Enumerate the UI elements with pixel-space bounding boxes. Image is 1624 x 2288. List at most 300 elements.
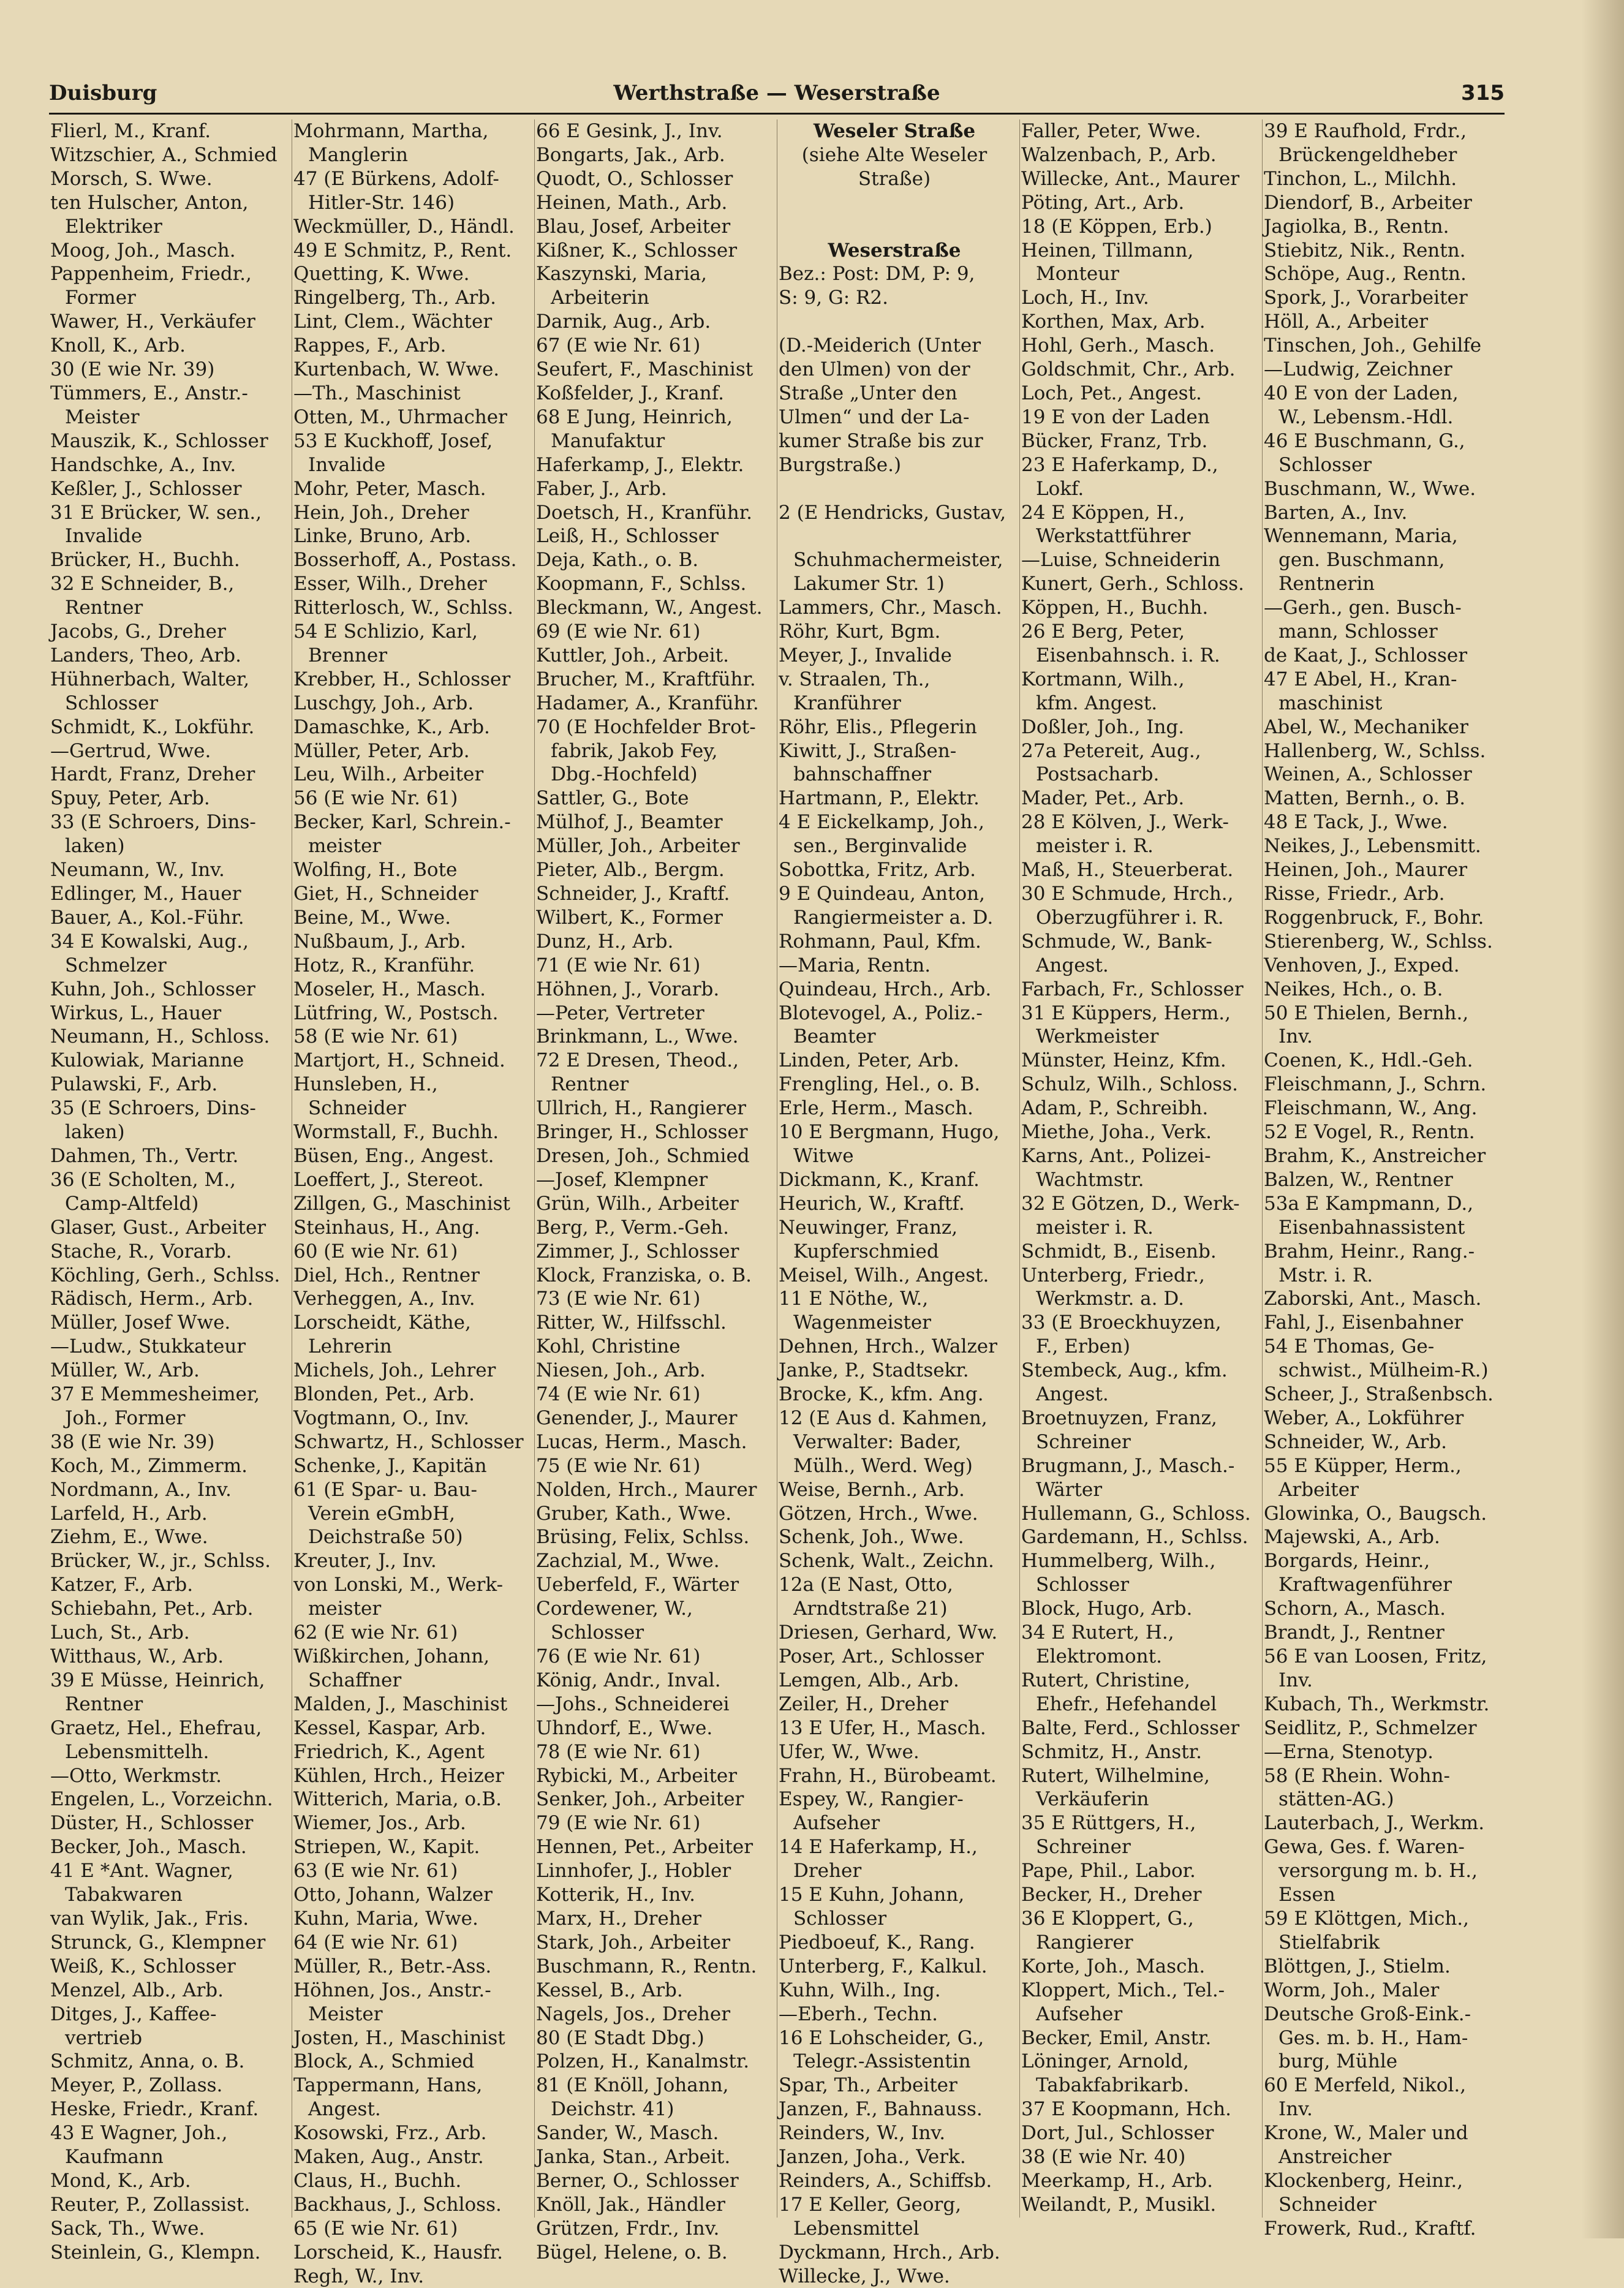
directory-entry: Dresen, Joh., Schmied bbox=[536, 1144, 750, 1167]
directory-entry: Fleischmann, W., Ang. bbox=[1264, 1097, 1478, 1120]
directory-entry: 31 E Brücker, W. sen., bbox=[50, 501, 262, 524]
directory-entry: 54 E Schlizio, Karl, bbox=[293, 621, 478, 643]
directory-entry: 34 E Kowalski, Aug., bbox=[50, 930, 249, 953]
directory-entry: Mohr, Peter, Masch. bbox=[293, 477, 486, 500]
directory-entry: Bosserhoff, A., Postass. bbox=[293, 549, 517, 572]
directory-entry: Brahm, K., Anstreicher bbox=[1264, 1144, 1486, 1167]
directory-entry: Krebber, H., Schlosser bbox=[293, 668, 511, 690]
directory-entry: Weilandt, P., Musikl. bbox=[1021, 2193, 1217, 2216]
directory-entry: Lorscheidt, Käthe, bbox=[293, 1312, 471, 1334]
directory-entry: Zeiler, H., Dreher bbox=[779, 1693, 948, 1715]
directory-entry: Rybicki, M., Arbeiter bbox=[536, 1764, 738, 1787]
directory-entry: Kühlen, Hrch., Heizer bbox=[293, 1764, 504, 1787]
directory-entry: Inv. bbox=[1278, 1025, 1313, 1048]
directory-entry: Wolfing, H., Bote bbox=[293, 859, 458, 882]
directory-entry: 70 (E Hochfelder Brot- bbox=[536, 715, 756, 738]
directory-entry: Lorscheid, K., Hausfr. bbox=[293, 2241, 503, 2263]
directory-entry: Meisel, Wilh., Angest. bbox=[779, 1264, 989, 1286]
directory-entry: —Ludw., Stukkateur bbox=[50, 1335, 246, 1358]
directory-entry: kumer Straße bis zur bbox=[779, 429, 983, 452]
directory-entry: Sobottka, Fritz, Arb. bbox=[779, 859, 976, 882]
directory-entry: Meyer, J., Invalide bbox=[779, 644, 952, 666]
directory-entry: Balzen, W., Rentner bbox=[1264, 1168, 1453, 1191]
directory-entry: Niesen, Joh., Arb. bbox=[536, 1359, 706, 1382]
directory-entry: Piedboeuf, K., Rang. bbox=[779, 1931, 975, 1954]
directory-entry: Invalide bbox=[308, 453, 386, 476]
directory-entry: Handschke, A., Inv. bbox=[50, 453, 236, 476]
directory-entry: 79 (E wie Nr. 61) bbox=[536, 1812, 701, 1835]
directory-entry: Arbeiter bbox=[1278, 1478, 1359, 1501]
directory-entry: Höhnen, J., Vorarb. bbox=[536, 978, 720, 1000]
directory-entry: 56 (E wie Nr. 61) bbox=[293, 787, 458, 810]
directory-entry: 19 E von der Laden bbox=[1021, 406, 1210, 428]
directory-entry: Arndtstraße 21) bbox=[793, 1598, 948, 1620]
directory-entry: Backhaus, J., Schloss. bbox=[293, 2193, 502, 2216]
directory-entry: Diel, Hch., Rentner bbox=[293, 1264, 480, 1286]
directory-entry: —Ludwig, Zeichner bbox=[1264, 358, 1452, 381]
directory-entry: Brückengeldheber bbox=[1278, 143, 1457, 166]
directory-entry: Wärter bbox=[1036, 1478, 1103, 1501]
directory-entry: Loch, Pet., Angest. bbox=[1021, 382, 1202, 404]
directory-entry: 68 E Jung, Heinrich, bbox=[536, 406, 733, 428]
directory-entry: Müller, W., Arb. bbox=[50, 1359, 200, 1382]
directory-entry: Weise, Bernh., Arb. bbox=[779, 1478, 965, 1501]
directory-entry: Brocke, K., kfm. Ang. bbox=[779, 1383, 984, 1406]
directory-entry: sen., Berginvalide bbox=[793, 835, 967, 858]
directory-entry: Weckmüller, D., Händl. bbox=[293, 215, 515, 238]
directory-entry: Wennemann, Maria, bbox=[1264, 525, 1458, 548]
directory-entry: Schorn, A., Masch. bbox=[1264, 1598, 1446, 1620]
directory-entry: Poser, Art., Schlosser bbox=[779, 1645, 984, 1667]
directory-entry: Weber, A., Lokführer bbox=[1264, 1406, 1464, 1429]
directory-entry: Gruber, Kath., Wwe. bbox=[536, 1502, 732, 1525]
directory-entry: Bez.: Post: DM, P: 9, bbox=[779, 263, 975, 285]
directory-entry: meister bbox=[308, 1598, 382, 1620]
directory-entry bbox=[777, 524, 1010, 548]
directory-entry: Regh, W., Inv. bbox=[293, 2265, 425, 2287]
directory-entry: Aufseher bbox=[1036, 2003, 1123, 2025]
directory-entry: Hunsleben, H., bbox=[293, 1073, 438, 1096]
directory-entry: Hitler-Str. 146) bbox=[308, 191, 455, 214]
directory-entry: Luch, St., Arb. bbox=[50, 1622, 190, 1644]
directory-entry: Elektriker bbox=[65, 215, 162, 238]
directory-entry: Wagenmeister bbox=[793, 1312, 931, 1334]
directory-entry: 17 E Keller, Georg, bbox=[779, 2193, 962, 2216]
directory-entry: Brenner bbox=[308, 644, 388, 666]
directory-entry: Leu, Wilh., Arbeiter bbox=[293, 763, 484, 786]
directory-entry: Driesen, Gerhard, Ww. bbox=[779, 1622, 998, 1644]
directory-entry: Brücker, H., Buchh. bbox=[50, 549, 240, 572]
directory-entry bbox=[777, 310, 1010, 334]
directory-entry: Kißner, K., Schlosser bbox=[536, 239, 738, 262]
directory-entry: 9 E Quindeau, Anton, bbox=[779, 883, 985, 905]
directory-entry: Zachzial, M., Wwe. bbox=[536, 1550, 720, 1573]
directory-entry: Lucas, Herm., Masch. bbox=[536, 1430, 747, 1453]
directory-entry: 38 (E wie Nr. 39) bbox=[50, 1430, 215, 1453]
directory-entry: Hartmann, P., Elektr. bbox=[779, 787, 980, 810]
directory-entry: Postsacharb. bbox=[1036, 763, 1160, 786]
directory-entry: Verein eGmbH, bbox=[308, 1502, 456, 1525]
directory-entry: Uhndorf, E., Wwe. bbox=[536, 1716, 713, 1739]
directory-entry: Linnhofer, J., Hobler bbox=[536, 1860, 731, 1882]
directory-entry: 33 (E Broeckhuyzen, bbox=[1021, 1312, 1222, 1334]
directory-entry: —Peter, Vertreter bbox=[536, 1002, 704, 1024]
directory-entry: Abel, W., Mechaniker bbox=[1264, 715, 1468, 738]
directory-entry: 11 E Nöthe, W., bbox=[779, 1288, 929, 1310]
directory-entry: Inv. bbox=[1278, 1669, 1313, 1691]
directory-entry: Wiemer, Jos., Arb. bbox=[293, 1812, 466, 1835]
directory-entry: Straße) bbox=[858, 167, 931, 190]
directory-entry: Wormstall, F., Buchh. bbox=[293, 1121, 499, 1144]
directory-entry: Zaborski, Ant., Masch. bbox=[1264, 1288, 1482, 1310]
directory-entry: Schmude, W., Bank- bbox=[1021, 930, 1212, 953]
directory-entry: Rentner bbox=[65, 597, 143, 619]
running-head-streets: Werthstraße — Weserstraße bbox=[613, 81, 940, 105]
directory-entry: maschinist bbox=[1278, 692, 1383, 714]
directory-entry: Neikes, Hch., o. B. bbox=[1264, 978, 1443, 1000]
directory-entry: Witwe bbox=[793, 1144, 854, 1167]
directory-entry: 53a E Kampmann, D., bbox=[1264, 1192, 1474, 1215]
directory-entry: Neumann, H., Schloss. bbox=[50, 1025, 270, 1048]
directory-entry: Janka, Stan., Arbeit. bbox=[536, 2146, 731, 2169]
directory-entry: Hühnerbach, Walter, bbox=[50, 668, 250, 690]
directory-entry: Tappermann, Hans, bbox=[293, 2074, 483, 2097]
directory-entry: Ritter, W., Hilfsschl. bbox=[536, 1312, 727, 1334]
directory-entry: Barten, A., Inv. bbox=[1264, 501, 1408, 524]
directory-entry: Korthen, Max, Arb. bbox=[1021, 311, 1206, 333]
directory-entry: Striepen, W., Kapit. bbox=[293, 1836, 480, 1859]
directory-entry: Glaser, Gust., Arbeiter bbox=[50, 1216, 266, 1239]
directory-entry: Neumann, W., Inv. bbox=[50, 859, 225, 882]
directory-entry: Former bbox=[65, 287, 136, 309]
directory-entry: Höll, A., Arbeiter bbox=[1264, 311, 1429, 333]
column-4 bbox=[777, 119, 1010, 2287]
directory-entry: 49 E Schmitz, P., Rent. bbox=[293, 239, 512, 262]
directory-entry: Quetting, K. Wwe. bbox=[293, 263, 470, 285]
directory-entry: 66 E Gesink, J., Inv. bbox=[536, 120, 723, 142]
directory-entry: Dyckmann, Hrch., Arb. bbox=[779, 2241, 1000, 2263]
directory-entry: Stembeck, Aug., kfm. bbox=[1021, 1359, 1228, 1382]
directory-entry: 75 (E wie Nr. 61) bbox=[536, 1454, 701, 1477]
directory-entry: Eisenbahnassistent bbox=[1278, 1216, 1465, 1239]
directory-entry: Tabakwaren bbox=[65, 1884, 183, 1906]
directory-entry: Schlosser bbox=[1036, 1574, 1130, 1596]
directory-entry: Tinschen, Joh., Gehilfe bbox=[1264, 334, 1482, 357]
directory-entry: Dickmann, K., Kranf. bbox=[779, 1168, 980, 1191]
directory-entry: Witzschier, A., Schmied bbox=[50, 143, 278, 166]
directory-entry: Krone, W., Maler und bbox=[1264, 2122, 1468, 2145]
directory-entry: Coenen, K., Hdl.-Geh. bbox=[1264, 1049, 1473, 1072]
directory-entry: v. Straalen, Th., bbox=[779, 668, 931, 690]
directory-entry: Janzen, Joha., Verk. bbox=[779, 2146, 966, 2169]
directory-entry: burg, Mühle bbox=[1278, 2050, 1398, 2073]
directory-entry: Jagiolka, B., Rentn. bbox=[1264, 215, 1449, 238]
directory-entry: Gewa, Ges. f. Waren- bbox=[1264, 1836, 1465, 1859]
directory-entry: Schneider bbox=[308, 1097, 406, 1120]
directory-entry: Werkmeister bbox=[1036, 1025, 1159, 1048]
directory-entry: Zillgen, G., Maschinist bbox=[293, 1192, 510, 1215]
directory-entry: de Kaat, J., Schlosser bbox=[1264, 644, 1468, 666]
directory-entry: 27a Petereit, Aug., bbox=[1021, 739, 1201, 762]
directory-entry: Schöpe, Aug., Rentn. bbox=[1264, 263, 1467, 285]
directory-entry: 46 E Buschmann, G., bbox=[1264, 429, 1465, 452]
directory-entry: Borgards, Heinr., bbox=[1264, 1550, 1430, 1573]
directory-entry: 35 E Rüttgers, H., bbox=[1021, 1812, 1196, 1835]
directory-entry: —Eberh., Techn. bbox=[779, 2003, 938, 2025]
directory-entry: —Th., Maschinist bbox=[293, 382, 461, 404]
directory-entry: —Luise, Schneiderin bbox=[1021, 549, 1221, 572]
directory-entry: Münster, Heinz, Kfm. bbox=[1021, 1049, 1226, 1072]
directory-entry: Jacobs, G., Dreher bbox=[50, 621, 226, 643]
directory-entry: Rutert, Wilhelmine, bbox=[1021, 1764, 1210, 1787]
directory-entry: bahnschaffner bbox=[793, 763, 932, 786]
directory-entry: meister bbox=[308, 835, 382, 858]
directory-entry: 56 E van Loosen, Fritz, bbox=[1264, 1645, 1487, 1667]
directory-entry: Kortmann, Wilh., bbox=[1021, 668, 1185, 690]
directory-entry: 30 E Schmude, Hrch., bbox=[1021, 883, 1234, 905]
directory-entry: Ufer, W., Wwe. bbox=[779, 1740, 920, 1763]
directory-entry: Seidlitz, P., Schmelzer bbox=[1264, 1716, 1477, 1739]
directory-entry: Schlosser bbox=[793, 1907, 887, 1930]
directory-entry: Zimmer, J., Schlosser bbox=[536, 1240, 739, 1263]
directory-entry: Marx, H., Dreher bbox=[536, 1907, 701, 1930]
directory-entry: Miethe, Joha., Verk. bbox=[1021, 1121, 1212, 1144]
directory-entry: Stielfabrik bbox=[1278, 1931, 1380, 1954]
directory-entry: 53 E Kuckhoff, Josef, bbox=[293, 429, 493, 452]
directory-entry: Glowinka, O., Baugsch. bbox=[1264, 1502, 1487, 1525]
directory-entry: 73 (E wie Nr. 61) bbox=[536, 1288, 701, 1310]
directory-entry: fabrik, Jakob Fey, bbox=[551, 739, 718, 762]
directory-entry: Luschgy, Joh., Arb. bbox=[293, 692, 474, 714]
directory-entry: Schenk, Walt., Zeichn. bbox=[779, 1550, 994, 1573]
directory-entry: Buschmann, W., Wwe. bbox=[1264, 477, 1476, 500]
directory-entry: Wirkus, L., Hauer bbox=[50, 1002, 222, 1024]
directory-entry: Beine, M., Wwe. bbox=[293, 906, 451, 929]
directory-entry: Lauterbach, J., Werkm. bbox=[1264, 1812, 1485, 1835]
directory-entry: Kupferschmied bbox=[793, 1240, 939, 1263]
directory-entry: 33 (E Schroers, Dins- bbox=[50, 811, 256, 834]
directory-entry: Kessel, B., Arb. bbox=[536, 1979, 683, 2001]
directory-entry: Telegr.-Assistentin bbox=[793, 2050, 971, 2073]
directory-entry: Venhoven, J., Exped. bbox=[1264, 954, 1460, 976]
directory-entry: 26 E Berg, Peter, bbox=[1021, 621, 1185, 643]
directory-entry: 81 (E Knöll, Johann, bbox=[536, 2074, 729, 2097]
directory-entry: Kubach, Th., Werkmstr. bbox=[1264, 1693, 1490, 1715]
directory-entry: —Josef, Klempner bbox=[536, 1168, 708, 1191]
directory-entry: Hein, Joh., Dreher bbox=[293, 501, 469, 524]
directory-entry: 36 (E Scholten, M., bbox=[50, 1168, 236, 1191]
directory-entry: Reuter, P., Zollassist. bbox=[50, 2193, 251, 2216]
directory-entry: Schenk, Joh., Wwe. bbox=[779, 1526, 964, 1549]
directory-entry: —Maria, Rentn. bbox=[779, 954, 931, 976]
directory-entry: Klock, Franziska, o. B. bbox=[536, 1264, 752, 1286]
directory-entry: 48 E Tack, J., Wwe. bbox=[1264, 811, 1448, 834]
directory-entry: Heinen, Joh., Maurer bbox=[1264, 859, 1468, 882]
directory-entry: Deichstraße 50) bbox=[308, 1526, 463, 1549]
directory-entry: Neuwinger, Franz, bbox=[779, 1216, 958, 1239]
directory-entry: 24 E Köppen, H., bbox=[1021, 501, 1185, 524]
directory-entry: Seufert, F., Maschinist bbox=[536, 358, 753, 381]
directory-entry: 58 (E wie Nr. 61) bbox=[293, 1025, 458, 1048]
directory-entry: 64 (E wie Nr. 61) bbox=[293, 1931, 458, 1954]
directory-entry: Werkmstr. a. D. bbox=[1036, 1288, 1184, 1310]
directory-entry: Roggenbruck, F., Bohr. bbox=[1264, 906, 1484, 929]
directory-entry: Nußbaum, J., Arb. bbox=[293, 930, 466, 953]
directory-entry: Kreuter, J., Inv. bbox=[293, 1550, 437, 1573]
directory-entry: Matten, Bernh., o. B. bbox=[1264, 787, 1466, 810]
directory-entry: Katzer, F., Arb. bbox=[50, 1574, 194, 1596]
directory-entry: Janke, P., Stadtsekr. bbox=[779, 1359, 969, 1382]
directory-entry: Pulawski, F., Arb. bbox=[50, 1073, 218, 1096]
directory-entry: Rangiermeister a. D. bbox=[793, 906, 994, 929]
directory-entry: Bügel, Helene, o. B. bbox=[536, 2241, 728, 2263]
directory-entry: Schmelzer bbox=[65, 954, 167, 976]
directory-entry: (siehe Alte Weseler bbox=[801, 143, 988, 166]
directory-entry: Witterich, Maria, o.B. bbox=[293, 1788, 502, 1811]
directory-entry: Heinen, Math., Arb. bbox=[536, 191, 728, 214]
directory-entry: Schiebahn, Pet., Arb. bbox=[50, 1598, 254, 1620]
directory-entry: Frowerk, Rud., Kraftf. bbox=[1264, 2217, 1476, 2240]
directory-entry: 41 E *Ant. Wagner, bbox=[50, 1860, 233, 1882]
directory-entry: Verheggen, A., Inv. bbox=[293, 1288, 475, 1310]
directory-entry: Brandt, J., Rentner bbox=[1264, 1622, 1445, 1644]
directory-entry: Willecke, J., Wwe. bbox=[779, 2265, 950, 2287]
directory-entry: Invalide bbox=[65, 525, 143, 548]
directory-entry: Mstr. i. R. bbox=[1278, 1264, 1373, 1286]
directory-entry: Spuy, Peter, Arb. bbox=[50, 787, 210, 810]
directory-entry: Oberzugführer i. R. bbox=[1036, 906, 1224, 929]
directory-entry: Dunz, H., Arb. bbox=[536, 930, 674, 953]
directory-entry: Moseler, H., Masch. bbox=[293, 978, 486, 1000]
directory-entry: Unterberg, F., Kalkul. bbox=[779, 1955, 988, 1977]
directory-entry: Goldschmit, Chr., Arb. bbox=[1021, 358, 1236, 381]
directory-entry: Frengling, Hel., o. B. bbox=[779, 1073, 981, 1096]
directory-entry: Rentnerin bbox=[1278, 573, 1375, 595]
directory-entry: 14 E Haferkamp, H., bbox=[779, 1836, 978, 1859]
directory-entry: Rohmann, Paul, Kfm. bbox=[779, 930, 981, 953]
directory-entry: 54 E Thomas, Ge- bbox=[1264, 1335, 1435, 1358]
directory-entry: vertrieb bbox=[65, 2026, 143, 2049]
directory-entry: van Wylik, Jak., Fris. bbox=[50, 1907, 249, 1930]
directory-entry: Morsch, S. Wwe. bbox=[50, 167, 213, 190]
directory-entry: Bringer, H., Schlosser bbox=[536, 1121, 748, 1144]
directory-entry: meister i. R. bbox=[1036, 1216, 1154, 1239]
directory-entry: Vogtmann, O., Inv. bbox=[293, 1406, 470, 1429]
page-header bbox=[49, 81, 1505, 115]
directory-entry: Höhnen, Jos., Anstr.- bbox=[293, 1979, 491, 2001]
directory-entry: Spork, J., Vorarbeiter bbox=[1264, 287, 1468, 309]
directory-entry: 61 (E Spar- u. Bau- bbox=[293, 1478, 477, 1501]
directory-entry: Bleckmann, W., Angest. bbox=[536, 597, 763, 619]
directory-entry: Larfeld, H., Arb. bbox=[50, 1502, 208, 1525]
directory-entry: Dbg.-Hochfeld) bbox=[551, 763, 698, 786]
directory-entry: Brahm, Heinr., Rang.- bbox=[1264, 1240, 1475, 1263]
directory-entry: Hummelberg, Wilh., bbox=[1021, 1550, 1216, 1573]
directory-entry bbox=[777, 191, 1010, 215]
directory-entry: Senker, Joh., Arbeiter bbox=[536, 1788, 744, 1811]
directory-entry: Reinders, W., Inv. bbox=[779, 2122, 946, 2145]
page-number: 315 bbox=[1461, 81, 1505, 105]
directory-entry: Kessel, Kaspar, Arb. bbox=[293, 1716, 486, 1739]
directory-entry: Scheer, J., Straßenbsch. bbox=[1264, 1383, 1494, 1406]
directory-entry: Otten, M., Uhrmacher bbox=[293, 406, 507, 428]
directory-entry: W., Lebensm.-Hdl. bbox=[1278, 406, 1454, 428]
directory-entry: Lokf. bbox=[1036, 477, 1084, 500]
directory-entry: Kulowiak, Marianne bbox=[50, 1049, 244, 1072]
directory-entry: Rentner bbox=[65, 1693, 143, 1715]
directory-entry: Rentner bbox=[551, 1073, 629, 1096]
directory-entry: Kuttler, Joh., Arbeit. bbox=[536, 644, 729, 666]
directory-entry: von Lonski, M., Werk- bbox=[293, 1574, 504, 1596]
directory-entry: 12 (E Aus d. Kahmen, bbox=[779, 1406, 988, 1429]
column-2 bbox=[292, 119, 525, 2287]
directory-entry: Meister bbox=[65, 406, 140, 428]
directory-entry: Nolden, Hrch., Maurer bbox=[536, 1478, 757, 1501]
directory-entry: Grün, Wilh., Arbeiter bbox=[536, 1192, 739, 1215]
directory-entry: Stark, Joh., Arbeiter bbox=[536, 1931, 731, 1954]
directory-entry: Heske, Friedr., Kranf. bbox=[50, 2098, 259, 2121]
directory-entry: Meyer, P., Zollass. bbox=[50, 2074, 223, 2097]
directory-entry: Knöll, Jak., Händler bbox=[536, 2193, 725, 2216]
directory-entry: 47 (E Bürkens, Adolf- bbox=[293, 167, 499, 190]
directory-entry: Wilbert, K., Former bbox=[536, 906, 723, 929]
directory-entry: F., Erben) bbox=[1036, 1335, 1130, 1358]
directory-entry: Faller, Peter, Wwe. bbox=[1021, 120, 1201, 142]
directory-entry: Deichstr. 41) bbox=[551, 2098, 674, 2121]
directory-entry: 62 (E wie Nr. 61) bbox=[293, 1622, 458, 1644]
directory-entry: ten Hulscher, Anton, bbox=[50, 191, 249, 214]
directory-entry: Stiebitz, Nik., Rentn. bbox=[1264, 239, 1466, 262]
directory-entry: 30 (E wie Nr. 39) bbox=[50, 358, 215, 381]
directory-entry: Steinhaus, H., Ang. bbox=[293, 1216, 480, 1239]
directory-entry: Loch, H., Inv. bbox=[1021, 287, 1149, 309]
directory-entry: Inv. bbox=[1278, 2098, 1313, 2121]
directory-entry: Faber, J., Arb. bbox=[536, 477, 667, 500]
directory-entry: Burgstraße.) bbox=[779, 453, 902, 476]
directory-entry: Müller, Peter, Arb. bbox=[293, 739, 470, 762]
directory-entry: Leiß, H., Schlosser bbox=[536, 525, 719, 548]
directory-entry: —Gertrud, Wwe. bbox=[50, 739, 211, 762]
directory-entry: Becker, H., Dreher bbox=[1021, 1884, 1202, 1906]
directory-entry: 31 E Küppers, Herm., bbox=[1021, 1002, 1231, 1024]
directory-entry: Nordmann, A., Inv. bbox=[50, 1478, 232, 1501]
directory-entry: Knoll, K., Arb. bbox=[50, 334, 186, 357]
directory-entry: Arbeiterin bbox=[551, 287, 649, 309]
directory-entry: Brugmann, J., Masch.- bbox=[1021, 1454, 1235, 1477]
directory-entry: Tinchon, L., Milchh. bbox=[1264, 167, 1457, 190]
directory-entry: Schlosser bbox=[551, 1622, 644, 1644]
directory-entry: Pappenheim, Friedr., bbox=[50, 263, 252, 285]
directory-entry: Koch, M., Zimmerm. bbox=[50, 1454, 247, 1477]
directory-entry: Adam, P., Schreibh. bbox=[1021, 1097, 1209, 1120]
directory-entry: 4 E Eickelkamp, Joh., bbox=[779, 811, 984, 834]
directory-entry: Hadamer, A., Kranführ. bbox=[536, 692, 759, 714]
directory-entry: Heinen, Tillmann, bbox=[1021, 239, 1194, 262]
directory-entry: 80 (E Stadt Dbg.) bbox=[536, 2026, 704, 2049]
directory-entry: Berner, O., Schlosser bbox=[536, 2169, 739, 2192]
directory-entry: Deutsche Groß-Eink.- bbox=[1264, 2003, 1471, 2025]
directory-entry: Mond, K., Arb. bbox=[50, 2169, 191, 2192]
directory-entry: Brüsing, Felix, Schlss. bbox=[536, 1526, 750, 1549]
directory-entry: 47 E Abel, H., Kran- bbox=[1264, 668, 1457, 690]
directory-entry: Blöttgen, J., Stielm. bbox=[1264, 1955, 1451, 1977]
directory-entry: 50 E Thielen, Bernh., bbox=[1264, 1002, 1469, 1024]
directory-entry: versorgung m. b. H., bbox=[1278, 1860, 1478, 1882]
directory-entry: Maß, H., Steuerberat. bbox=[1021, 859, 1234, 882]
directory-entry: Aufseher bbox=[793, 1812, 880, 1835]
directory-entry: Straße „Unter den bbox=[779, 382, 957, 404]
directory-entry: 23 E Haferkamp, D., bbox=[1021, 453, 1218, 476]
